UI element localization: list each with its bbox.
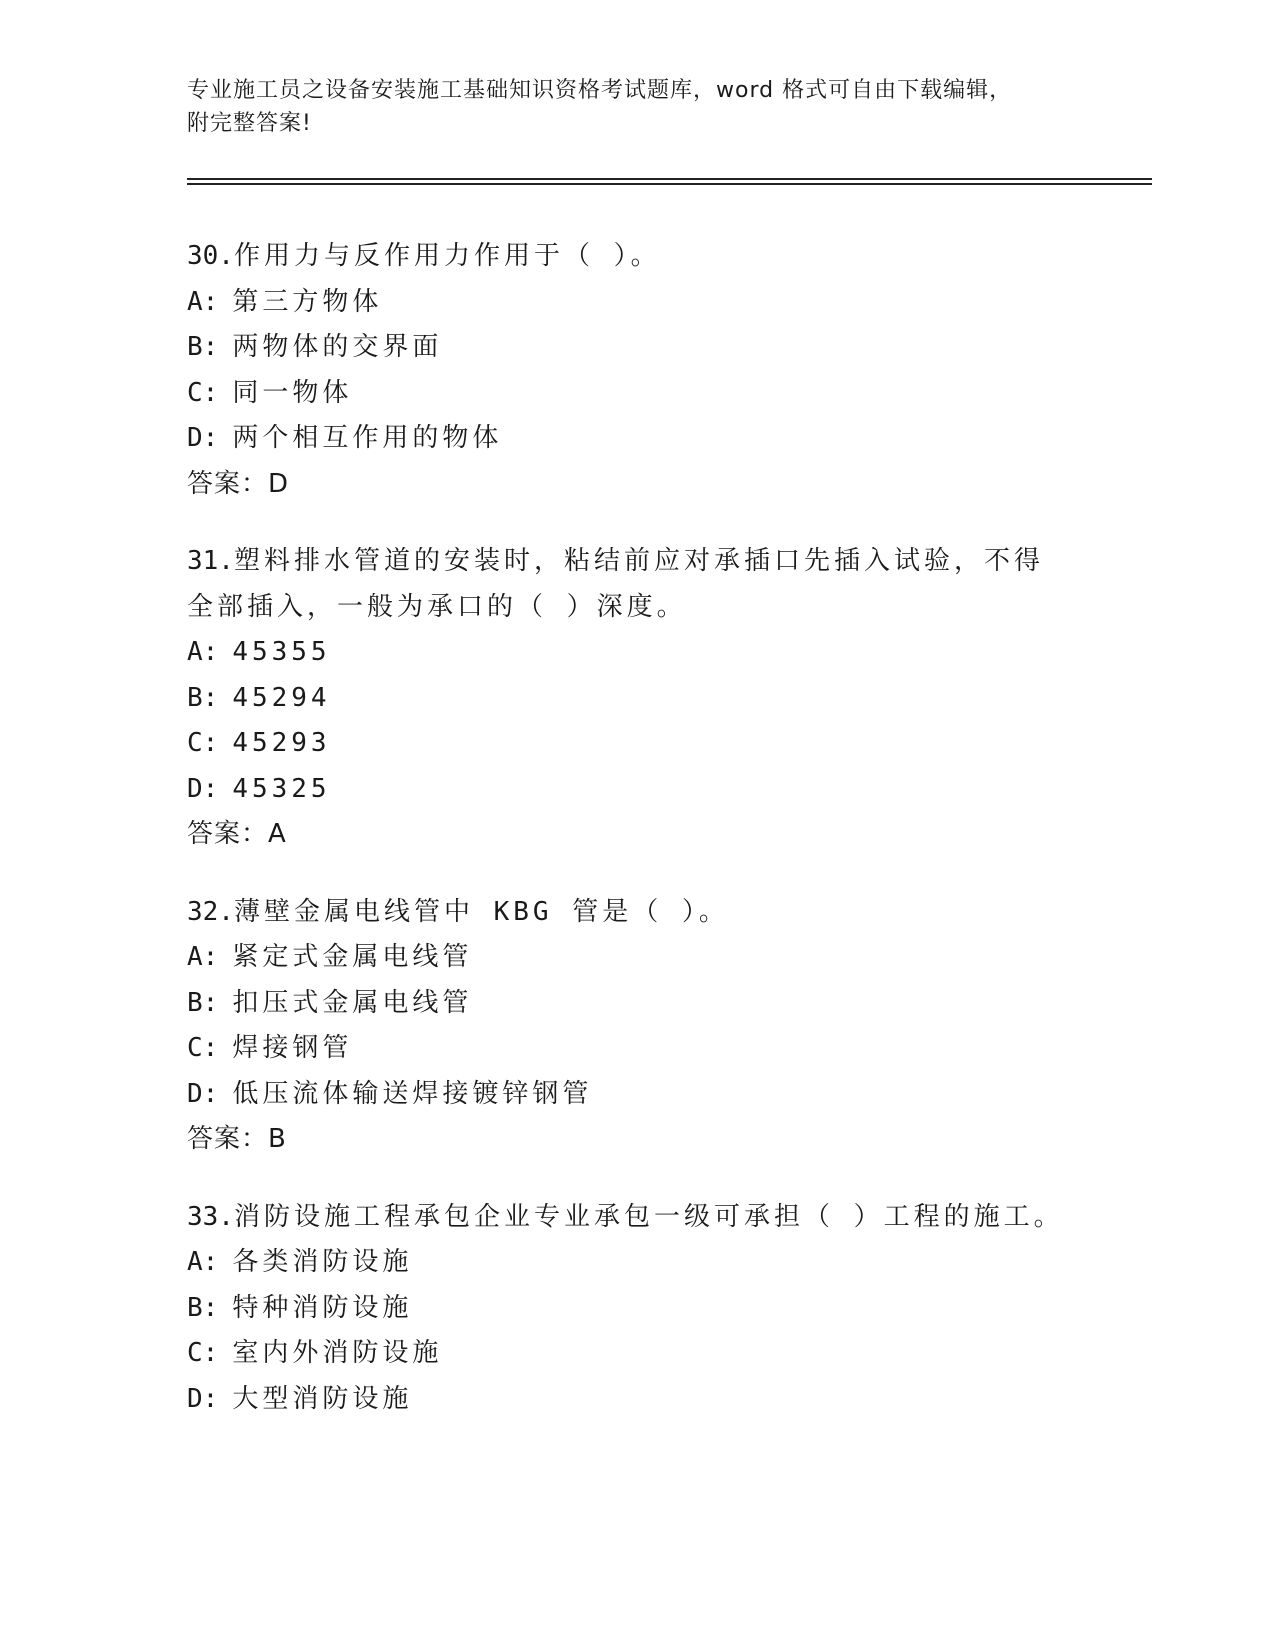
option-item: [187, 981, 1127, 1027]
option-label: C:: [187, 377, 219, 408]
header-line-2: 附完整答案!: [187, 111, 312, 136]
option-label: D:: [187, 1383, 219, 1414]
option-item: [187, 935, 1127, 981]
option-item: [187, 676, 1127, 722]
option-label: D:: [187, 773, 219, 804]
option-label: C:: [187, 1338, 219, 1368]
question-number: 32.: [187, 896, 234, 927]
question-stem: [187, 234, 1067, 280]
option-text: 低压流体输送焊接镀锌钢管: [232, 1078, 593, 1109]
option-text: 焊接钢管: [232, 1033, 353, 1063]
option-text: 大型消防设施: [232, 1383, 413, 1414]
question-text: 消防设施工程承包企业专业承包一级可承担（ ）工程的施工。: [233, 1201, 1064, 1232]
answer-line: 答案：B: [187, 1124, 287, 1154]
header-divider-bottom: [187, 183, 1152, 185]
option-label: A:: [187, 286, 219, 317]
question-block: [187, 1195, 1127, 1423]
option-label: B:: [187, 682, 219, 713]
option-item: [187, 1286, 1127, 1332]
question-text: 塑料排水管道的安装时，粘结前应对承插口先插入试验，不得全部插入，一般为承口的（ ）深度。: [187, 546, 1044, 622]
option-text: 第三方物体: [232, 286, 383, 317]
question-text: 作用力与反作用力作用于（ ）。: [233, 241, 661, 271]
option-text: 特种消防设施: [232, 1292, 413, 1323]
answer-line: 答案：D: [187, 468, 290, 499]
question-text: 薄壁金属电线管中 KBG 管是（ ）。: [233, 896, 729, 927]
option-text: 45294: [232, 682, 331, 713]
option-item: [187, 1072, 1127, 1118]
option-text: 紧定式金属电线管: [232, 942, 473, 972]
option-label: A:: [187, 942, 219, 972]
option-item: [187, 1331, 1127, 1377]
option-label: C:: [187, 728, 219, 758]
question-stem: [187, 1195, 1067, 1241]
option-item: [187, 1026, 1127, 1072]
option-item: [187, 767, 1127, 813]
question-stem: [187, 539, 1067, 630]
option-label: D:: [187, 1078, 219, 1109]
option-label: A:: [187, 1247, 219, 1277]
option-item: [187, 721, 1127, 767]
option-label: C:: [187, 1033, 219, 1063]
question-block: [187, 234, 1127, 507]
option-text: 室内外消防设施: [232, 1338, 443, 1368]
option-text: 同一物体: [232, 377, 353, 408]
option-item: [187, 371, 1127, 417]
option-text: 45325: [232, 773, 331, 804]
question-number: 30.: [187, 241, 234, 271]
option-text: 两物体的交界面: [232, 332, 443, 362]
option-item: [187, 630, 1127, 676]
option-label: B:: [187, 987, 219, 1018]
option-item: [187, 280, 1127, 326]
answer-line: 答案：A: [187, 819, 287, 849]
question-block: [187, 539, 1127, 858]
option-text: 扣压式金属电线管: [232, 987, 473, 1018]
option-text: 45293: [232, 728, 331, 758]
option-item: [187, 1240, 1127, 1286]
option-label: B:: [187, 332, 219, 362]
question-number: 31.: [187, 546, 234, 576]
question-number: 33.: [187, 1201, 234, 1232]
option-text: 各类消防设施: [232, 1247, 413, 1277]
document-header: [187, 74, 1087, 140]
option-item: [187, 1377, 1127, 1423]
question-block: [187, 890, 1127, 1163]
header-divider-top: [187, 178, 1152, 180]
option-label: B:: [187, 1292, 219, 1323]
question-stem: [187, 890, 1067, 936]
option-text: 45355: [232, 637, 331, 667]
option-label: A:: [187, 637, 219, 667]
option-item: [187, 325, 1127, 371]
option-label: D:: [187, 423, 219, 453]
option-text: 两个相互作用的物体: [232, 423, 503, 453]
question-list: [187, 234, 1127, 1454]
header-line-1: 专业施工员之设备安装施工基础知识资格考试题库，word 格式可自由下载编辑，: [187, 78, 1013, 103]
option-item: [187, 416, 1127, 462]
